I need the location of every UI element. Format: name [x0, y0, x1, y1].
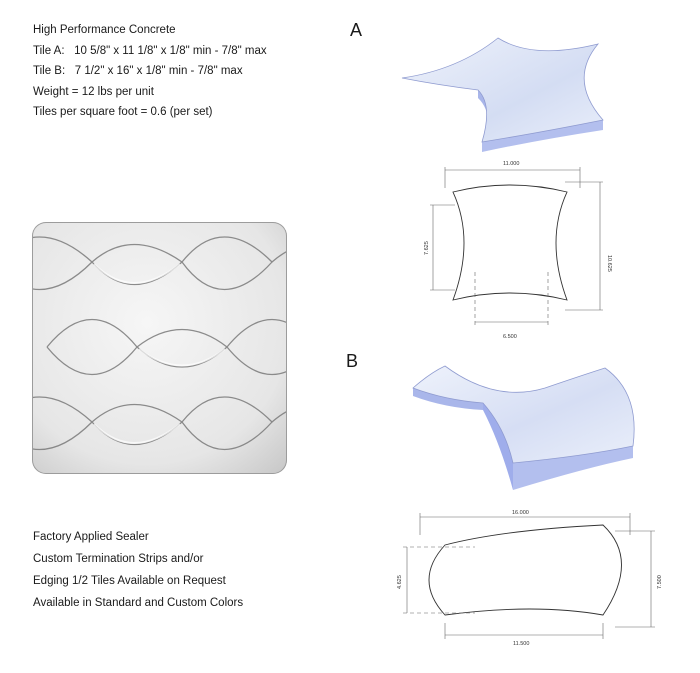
tile-b-dim-bottom: 11.500 [513, 641, 530, 647]
tile-a-3d-render [398, 30, 628, 155]
spec-list [33, 20, 267, 123]
tile-a-dim-bottom: 6.500 [503, 334, 517, 340]
tile-wall-photo [32, 222, 287, 474]
spec-coverage: Tiles per square foot = 0.6 (per set) [33, 106, 213, 118]
tile-b-dim-left: 4.625 [397, 575, 403, 589]
tile-a-drawing [415, 160, 615, 345]
feature-item: Factory Applied Sealer [33, 531, 149, 543]
tile-a-dim-right: 10.625 [606, 255, 612, 272]
features-list [33, 526, 243, 614]
spec-tile-a: Tile A: 10 5/8" x 11 1/8" x 1/8" min - 7/8" max [33, 44, 267, 57]
spec-tile-b: Tile B: 7 1/2" x 16" x 1/8" min - 7/8" max [33, 65, 243, 77]
tile-a-dim-left: 7.625 [424, 241, 430, 255]
tile-b-dim-right: 7.500 [657, 575, 663, 589]
feature-item: Available in Standard and Custom Colors [33, 597, 244, 609]
tile-a-dim-top: 11.000 [503, 161, 520, 167]
tile-b-drawing [385, 505, 675, 650]
feature-item: Edging 1/2 Tiles Available on Request [33, 575, 226, 587]
tile-a-label: A [350, 20, 363, 40]
tile-b-label: B [346, 351, 359, 371]
spec-title: High Performance Concrete [33, 24, 176, 36]
spec-weight: Weight = 12 lbs per unit [33, 85, 154, 98]
tile-b-dim-top: 16.000 [512, 510, 529, 516]
feature-item: Custom Termination Strips and/or [33, 553, 204, 565]
tile-b-3d-render [405, 348, 640, 503]
